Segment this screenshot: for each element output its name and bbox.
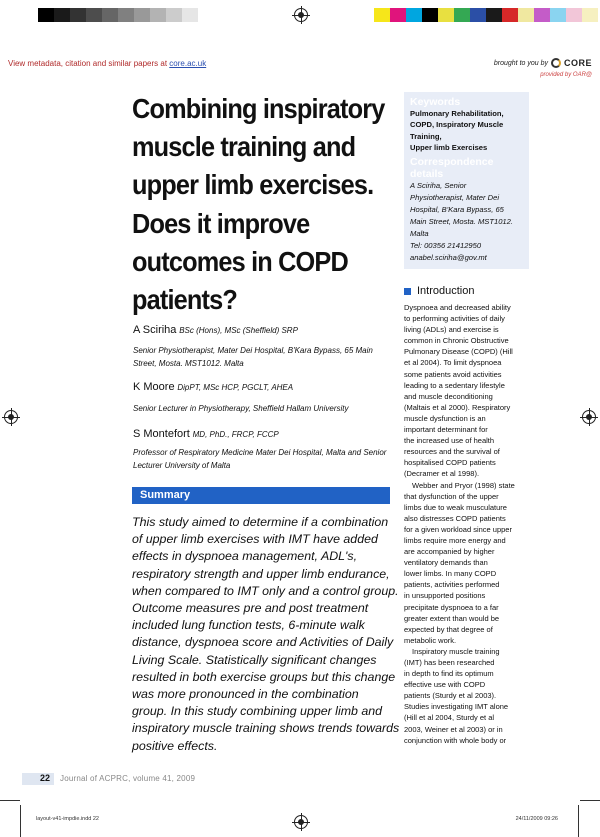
author-credentials: DipPT, MSc HCP, PGCLT, AHEA bbox=[177, 383, 294, 392]
core-brand-name: CORE bbox=[563, 58, 592, 68]
introduction-line: (Hill et al 2004, Sturdy et al bbox=[404, 713, 495, 723]
color-swatch bbox=[182, 8, 198, 22]
introduction-line: the increased use of health bbox=[404, 436, 495, 446]
introduction-line: ventilatory demands than bbox=[404, 558, 488, 568]
keyword-line: Upper limb Exercises bbox=[410, 143, 488, 153]
introduction-line: expected by that degree of bbox=[404, 624, 493, 634]
color-swatch bbox=[470, 8, 486, 22]
color-swatch bbox=[166, 8, 182, 22]
author-3 bbox=[133, 428, 279, 440]
color-swatch bbox=[86, 8, 102, 22]
affiliation-line: Street, Mosta. MST1012. Malta bbox=[133, 359, 244, 368]
correspondence-line: Hospital, B'Kara Bypass, 65 bbox=[410, 204, 504, 214]
correspondence-heading-line: Correspondence bbox=[410, 155, 494, 168]
introduction-line: greater extent than would be bbox=[404, 613, 500, 623]
summary-line: included lung function tests, 6-minute walk bbox=[132, 618, 365, 633]
registration-mark-left bbox=[4, 410, 18, 424]
correspondence-line: Tel: 00356 21412950 bbox=[410, 240, 482, 250]
introduction-line: et al 2004). To limit dyspnoea bbox=[404, 358, 502, 368]
affiliation-line: Senior Physiotherapist, Mater Dei Hospital, B'Kara Bypass, 65 Main bbox=[133, 346, 373, 355]
color-swatch bbox=[438, 8, 454, 22]
print-slug-file: layout-v41-impdie.indd 22 bbox=[36, 816, 99, 822]
author-1-affiliation bbox=[133, 344, 395, 370]
introduction-line: lower limbs. In many COPD bbox=[404, 569, 497, 579]
correspondence-line: Malta bbox=[410, 228, 429, 238]
keywords-heading: Keywords bbox=[410, 96, 461, 108]
crop-mark bbox=[578, 805, 579, 837]
core-link-prefix: View metadata, citation and similar papers at bbox=[8, 59, 170, 68]
correspondence-line: Main Street, Mosta. MST1012. bbox=[410, 216, 513, 226]
introduction-line: to performing activities of daily bbox=[404, 314, 505, 324]
color-swatch bbox=[38, 8, 54, 22]
registration-mark-bottom bbox=[294, 815, 308, 829]
summary-body bbox=[132, 514, 400, 755]
author-3-affiliation bbox=[133, 446, 395, 472]
summary-line: inspiratory muscle training shows trends towards bbox=[132, 721, 400, 736]
author-name: A Sciriha bbox=[133, 324, 177, 336]
correspondence-heading-line: details bbox=[410, 167, 444, 180]
introduction-line: Pulmonary Disease (COPD) (Hill bbox=[404, 347, 513, 357]
introduction-body bbox=[404, 302, 532, 746]
color-swatch bbox=[118, 8, 134, 22]
title-line: outcomes in COPD bbox=[132, 245, 348, 277]
summary-line: was more pronounced in the combination bbox=[132, 687, 359, 702]
article-title bbox=[132, 90, 385, 319]
provided-by-text: provided by OAR@ bbox=[540, 72, 592, 78]
introduction-line: (IMT) has been researched bbox=[404, 658, 495, 667]
author-credentials: BSc (Hons), MSc (Sheffield) SRP bbox=[179, 326, 298, 335]
crop-mark bbox=[20, 805, 21, 837]
registration-mark-right bbox=[582, 410, 596, 424]
author-name: S Montefort bbox=[133, 428, 190, 440]
color-swatch bbox=[582, 8, 598, 22]
summary-line: Outcome measures pre and post treatment bbox=[132, 601, 369, 616]
author-credentials: MD, PhD., FRCP, FCCP bbox=[192, 430, 279, 439]
introduction-line: 2003, Weiner et al 2003) or in bbox=[404, 724, 503, 734]
color-swatch bbox=[70, 8, 86, 22]
correspondence-heading bbox=[410, 156, 523, 180]
summary-line: positive effects. bbox=[132, 738, 218, 753]
correspondence-line: Physiotherapist, Mater Dei bbox=[410, 192, 500, 202]
keywords-box bbox=[404, 92, 529, 269]
introduction-line: Studies investigating IMT alone bbox=[404, 702, 509, 712]
color-swatch bbox=[534, 8, 550, 22]
color-swatch bbox=[390, 8, 406, 22]
color-swatch bbox=[518, 8, 534, 22]
introduction-line: and muscle deconditioning bbox=[404, 391, 493, 401]
core-brand[interactable] bbox=[494, 58, 592, 68]
affiliation-line: Lecturer University of Malta bbox=[133, 461, 231, 470]
color-swatch bbox=[550, 8, 566, 22]
summary-line: when compared to IMT only and a control group. bbox=[132, 583, 399, 598]
introduction-line: important determinant for bbox=[404, 425, 488, 435]
correspondence-email[interactable]: anabel.sciriha@gov.mt bbox=[410, 252, 487, 262]
introduction-line: Inspiratory muscle training bbox=[412, 646, 500, 656]
color-swatch bbox=[502, 8, 518, 22]
summary-line: This study aimed to determine if a combination bbox=[132, 515, 389, 529]
introduction-line: effective use with COPD bbox=[404, 680, 486, 690]
color-swatch bbox=[486, 8, 502, 22]
author-name: K Moore bbox=[133, 381, 175, 393]
introduction-heading-text: Introduction bbox=[417, 285, 475, 297]
author-2 bbox=[133, 381, 293, 393]
color-swatch bbox=[422, 8, 438, 22]
introduction-line: resources and the survival of bbox=[404, 447, 500, 457]
introduction-line: hospitalised COPD patients bbox=[404, 458, 496, 468]
color-swatch bbox=[134, 8, 150, 22]
keyword-line: COPD, Inspiratory Muscle bbox=[410, 120, 504, 130]
core-logo-icon bbox=[551, 58, 561, 68]
section-marker-icon bbox=[404, 288, 411, 295]
introduction-line: in depth to find its optimum bbox=[404, 669, 494, 679]
keyword-line: Training, bbox=[410, 131, 442, 141]
keywords-list bbox=[410, 108, 523, 154]
introduction-line: in unsupported positions bbox=[404, 591, 486, 601]
summary-line: resulted in both exercise groups but this change bbox=[132, 669, 396, 684]
journal-footer: Journal of ACPRC, volume 41, 2009 bbox=[60, 774, 196, 783]
introduction-line: limbs due to weak musculature bbox=[404, 502, 507, 512]
color-swatch bbox=[374, 8, 390, 22]
title-line: Does it improve bbox=[132, 207, 310, 239]
color-bar-right bbox=[374, 8, 598, 22]
crop-mark bbox=[0, 800, 20, 801]
page-number: 22 bbox=[40, 773, 51, 783]
introduction-line: living (ADLs) and exercise is bbox=[404, 325, 499, 335]
author-2-affiliation bbox=[133, 402, 395, 415]
correspondence-details bbox=[410, 180, 523, 264]
introduction-line: that dysfunction of the upper bbox=[404, 491, 499, 501]
summary-line: Living Scale. Statistically significant changes bbox=[132, 652, 377, 667]
introduction-line: Webber and Pryor (1998) state bbox=[412, 480, 515, 490]
color-swatch bbox=[150, 8, 166, 22]
summary-line: distance, dyspnoea score and Activities of Daily bbox=[132, 635, 394, 650]
introduction-line: precipitate dyspnoea to a far bbox=[404, 602, 499, 612]
color-bar-left bbox=[38, 8, 198, 22]
introduction-line: common in Chronic Obstructive bbox=[404, 336, 509, 346]
summary-line: group. In this study combining upper limb and bbox=[132, 704, 383, 719]
author-1 bbox=[133, 324, 298, 336]
correspondence-line: A Sciriha, Senior bbox=[410, 180, 467, 190]
affiliation-line: Senior Lecturer in Physiotherapy, Sheffield Hallam University bbox=[133, 404, 349, 413]
title-line: Combining inspiratory bbox=[132, 93, 385, 124]
introduction-line: also distresses COPD patients bbox=[404, 513, 506, 523]
color-swatch bbox=[102, 8, 118, 22]
introduction-line: leading to a sedentary lifestyle bbox=[404, 380, 505, 390]
introduction-line: muscle dysfunction is an bbox=[404, 413, 486, 423]
introduction-line: for a given workload since upper bbox=[404, 524, 512, 534]
introduction-line: metabolic work. bbox=[404, 635, 457, 645]
color-swatch bbox=[54, 8, 70, 22]
introduction-line: Dyspnoea and decreased ability bbox=[404, 303, 511, 312]
title-line: upper limb exercises. bbox=[132, 169, 374, 201]
color-swatch bbox=[406, 8, 422, 22]
title-line: muscle training and bbox=[132, 131, 356, 163]
introduction-line: conjunction with whole body or bbox=[404, 735, 507, 745]
print-slug-date: 24/11/2009 09:26 bbox=[515, 816, 558, 822]
keyword-line: Pulmonary Rehabilitation, bbox=[410, 109, 504, 118]
color-swatch bbox=[566, 8, 582, 22]
introduction-line: (Maltais et al 2000). Respiratory bbox=[404, 402, 511, 412]
affiliation-line: Professor of Respiratory Medicine Mater Dei Hospital, Malta and Senior bbox=[133, 448, 387, 457]
brought-by-text: brought to you by bbox=[493, 59, 548, 67]
color-swatch bbox=[454, 8, 470, 22]
registration-mark-top bbox=[294, 8, 308, 22]
core-link-text[interactable]: core.ac.uk bbox=[169, 59, 207, 68]
introduction-line: patients, activities performed bbox=[404, 580, 500, 590]
introduction-line: (Decramer et al 1998). bbox=[404, 469, 480, 479]
summary-heading: Summary bbox=[132, 487, 390, 504]
summary-line: respiratory strength and upper limb endurance, bbox=[132, 566, 390, 581]
core-metadata-link[interactable] bbox=[8, 59, 206, 68]
introduction-line: some patients avoid activities bbox=[404, 369, 502, 379]
summary-line: of upper limb exercises with IMT have added bbox=[132, 532, 378, 547]
introduction-line: limbs require more energy and bbox=[404, 535, 506, 545]
introduction-line: patients (Sturdy et al 2003). bbox=[404, 691, 497, 701]
title-line: patients? bbox=[132, 284, 238, 316]
introduction-heading bbox=[404, 285, 474, 297]
crop-mark bbox=[580, 800, 600, 801]
summary-line: effects in dyspnoea management, ADL's, bbox=[132, 549, 358, 564]
introduction-line: are accompanied by higher bbox=[404, 547, 495, 557]
